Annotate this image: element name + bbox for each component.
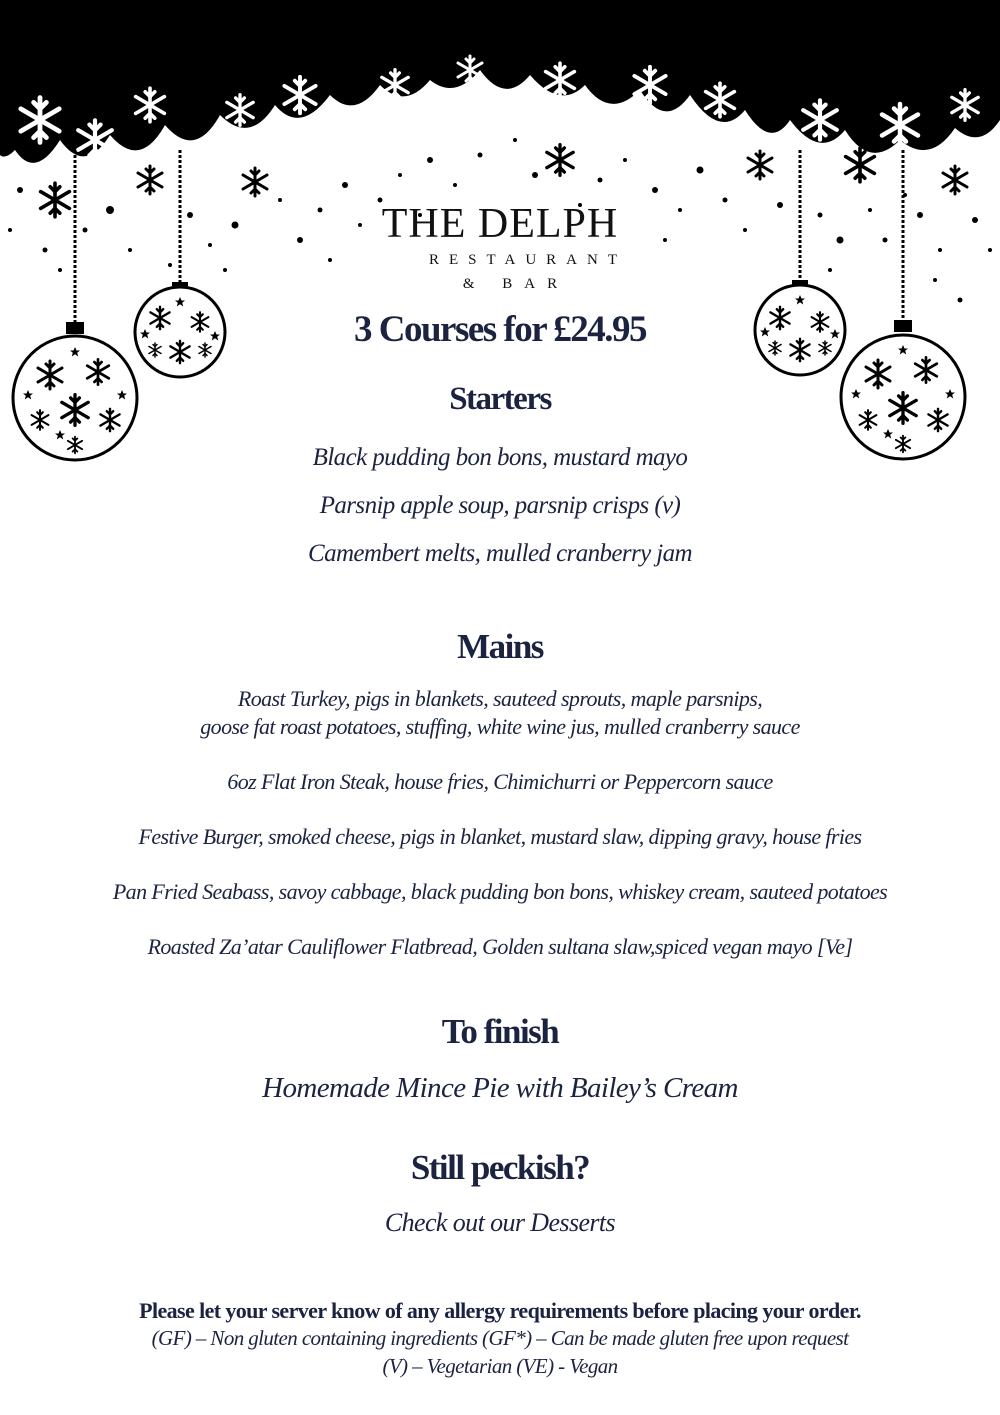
starter-item: Parsnip apple soup, parsnip crisps (v)	[319, 492, 681, 519]
main-item: Festive Burger, smoked cheese, pigs in blanket, mustard slaw, dipping gravy, house fries	[138, 824, 862, 849]
finish-item: Homemade Mince Pie with Bailey’s Cream	[262, 1072, 738, 1104]
main-item-continued: goose fat roast potatoes, stuffing, white wine jus, mulled cranberry sauce	[200, 714, 800, 739]
brand-logo-name: THE DELPH	[381, 201, 619, 247]
starters-heading: Starters	[449, 381, 551, 417]
main-item: Roasted Za’atar Cauliflower Flatbread, Golden sultana slaw,spiced vegan mayo [Ve]	[147, 934, 853, 959]
main-item: 6oz Flat Iron Steak, house fries, Chimichurri or Peppercorn sauce	[227, 769, 773, 794]
peckish-heading: Still peckish?	[410, 1148, 590, 1187]
starter-item: Black pudding bon bons, mustard mayo	[312, 444, 688, 471]
dietary-key-vegan: (V) – Vegetarian (VE) - Vegan	[382, 1354, 618, 1378]
finish-heading: To finish	[441, 1012, 559, 1051]
desserts-note: Check out our Desserts	[384, 1208, 616, 1237]
starter-item: Camembert melts, mulled cranberry jam	[308, 540, 692, 567]
brand-logo-subtitle-bar: & BAR	[462, 276, 570, 292]
main-item: Roast Turkey, pigs in blankets, sauteed sprouts, maple parsnips,	[237, 686, 763, 711]
dietary-key: (GF) – Non gluten containing ingredients (GF*) – Can be made gluten free upon request	[151, 1326, 849, 1350]
main-item: Pan Fried Seabass, savoy cabbage, black pudding bon bons, whiskey cream, sauteed potatoes	[112, 879, 888, 904]
allergy-notice: Please let your server know of any allergy requirements before placing your order.	[139, 1298, 861, 1323]
brand-logo-subtitle: RESTAURANT	[429, 252, 627, 268]
mains-heading: Mains	[457, 627, 543, 666]
offer-title: 3 Courses for £24.95	[353, 309, 646, 350]
